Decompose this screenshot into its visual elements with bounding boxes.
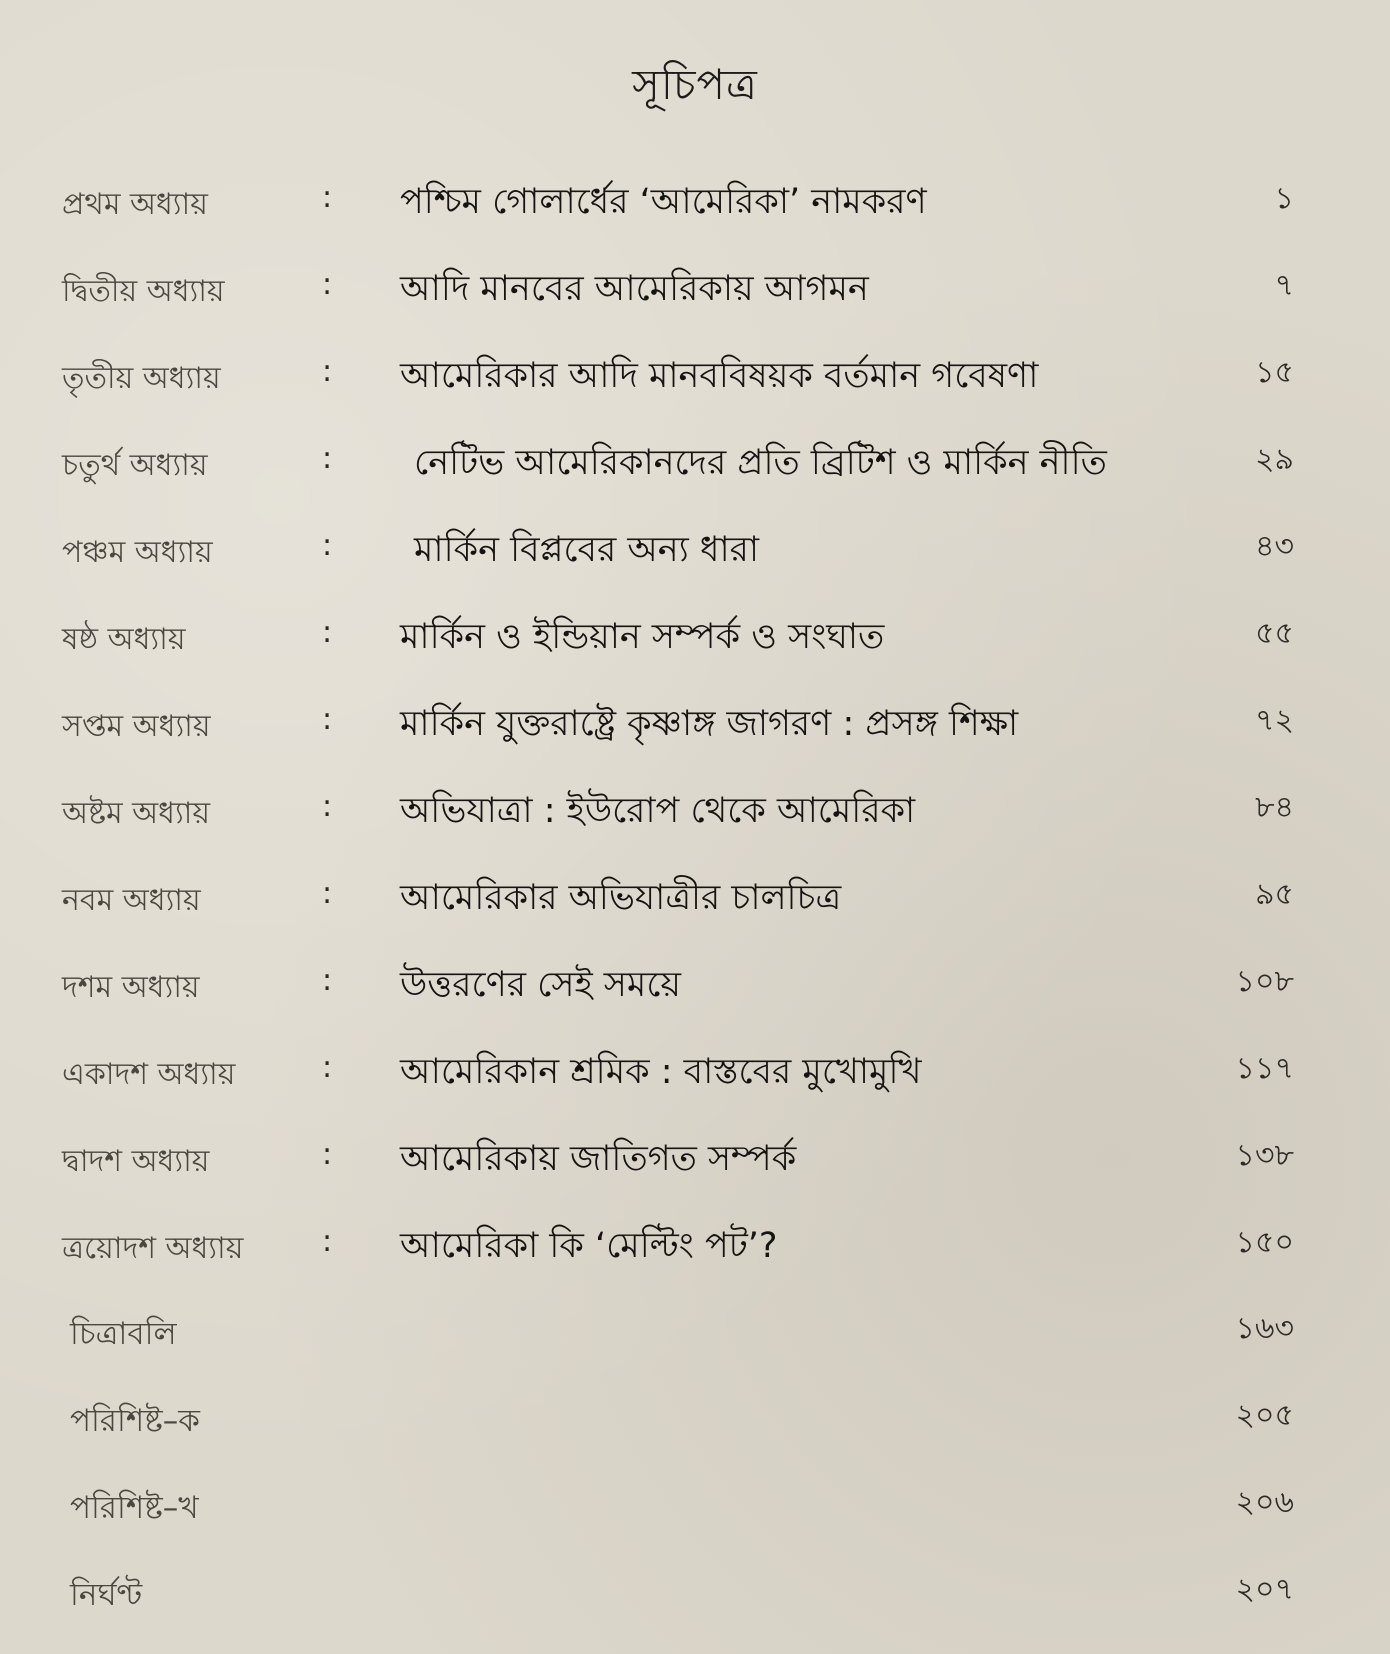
chapter-title: আমেরিকান শ্রমিক : বাস্তবের মুখোমুখি [400,1052,922,1092]
separator-colon: : [322,876,333,911]
chapter-title: উত্তরণের সেই সময়ে [400,965,682,1005]
back-matter-label: পরিশিষ্ট–ক [70,1403,200,1439]
page-number: ১ [1274,181,1294,216]
page-title: সূচিপত্র [632,60,758,109]
toc-row [0,953,1390,1013]
toc-row [0,1214,1390,1274]
chapter-title: পশ্চিম গোলার্ধের ‘আমেরিকা’ নামকরণ [400,182,927,222]
page-number: ১১৭ [1235,1051,1294,1086]
page-number: ১৫০ [1235,1225,1294,1260]
back-matter-label: চিত্রাবলি [70,1316,177,1352]
chapter-title: আমেরিকায় জাতিগত সম্পর্ক [400,1139,797,1179]
page-number: ২০৭ [1235,1572,1294,1607]
toc-row [0,431,1390,491]
chapter-label: একাদশ অধ্যায় [62,1057,236,1092]
toc-row [0,257,1390,317]
toc-row [0,1040,1390,1100]
page-number: ৭২ [1254,703,1294,738]
separator-colon: : [322,267,333,302]
toc-row [0,866,1390,926]
chapter-label: সপ্তম অধ্যায় [62,709,211,744]
back-matter-label: পরিশিষ্ট–খ [70,1490,199,1526]
chapter-title: নেটিভ আমেরিকানদের প্রতি ব্রিটিশ ও মার্কিন নীতি [414,443,1107,483]
chapter-label: চতুর্থ অধ্যায় [62,448,208,483]
separator-colon: : [322,180,333,215]
toc-row [0,779,1390,839]
separator-colon: : [322,789,333,824]
back-matter-label: নির্ঘণ্ট [70,1577,143,1613]
chapter-label: দ্বিতীয় অধ্যায় [62,274,225,309]
page-number: ১৩৮ [1235,1138,1294,1173]
chapter-label: পঞ্চম অধ্যায় [62,535,213,570]
chapter-title: আদি মানবের আমেরিকায় আগমন [400,269,869,309]
chapter-title: মার্কিন যুক্তরাষ্ট্রে কৃষ্ণাঙ্গ জাগরণ : প্রসঙ্গ শিক্ষা [400,704,1019,744]
chapter-label: দশম অধ্যায় [62,970,200,1005]
separator-colon: : [322,702,333,737]
toc-row [0,344,1390,404]
toc-row [0,692,1390,752]
toc-row [0,518,1390,578]
back-matter-row [0,1474,1390,1534]
separator-colon: : [322,1137,333,1172]
chapter-label: অষ্টম অধ্যায় [62,796,211,831]
page-number: ৫৫ [1255,616,1294,651]
chapter-label: তৃতীয় অধ্যায় [62,361,221,396]
toc-row [0,1127,1390,1187]
back-matter-row [0,1300,1390,1360]
page-number: ৮৪ [1255,790,1294,825]
separator-colon: : [322,528,333,563]
chapter-title: মার্কিন ও ইন্ডিয়ান সম্পর্ক ও সংঘাত [400,617,885,657]
chapter-label: ত্রয়োদশ অধ্যায় [62,1231,244,1266]
page-number: ১০৮ [1235,964,1294,999]
page-number: ২০৬ [1235,1485,1294,1520]
page-number: ৭ [1274,268,1294,303]
chapter-label: প্রথম অধ্যায় [62,187,208,222]
page-number: ১৬৩ [1235,1311,1294,1346]
toc-row [0,605,1390,665]
separator-colon: : [322,963,333,998]
page-number: ১৫ [1255,355,1294,390]
chapter-title: অভিযাত্রা : ইউরোপ থেকে আমেরিকা [400,791,916,831]
separator-colon: : [322,1224,333,1259]
back-matter-row [0,1387,1390,1447]
chapter-label: ষষ্ঠ অধ্যায় [62,622,186,657]
separator-colon: : [322,354,333,389]
chapter-title: আমেরিকার আদি মানববিষয়ক বর্তমান গবেষণা [400,356,1039,396]
separator-colon: : [322,1050,333,1085]
page-number: ২০৫ [1235,1398,1294,1433]
chapter-label: নবম অধ্যায় [62,883,201,918]
page-number: ২৯ [1255,442,1294,477]
chapter-title: মার্কিন বিপ্লবের অন্য ধারা [414,530,760,570]
separator-colon: : [322,615,333,650]
back-matter-row [0,1561,1390,1621]
toc-row [0,170,1390,230]
separator-colon: : [322,441,333,476]
chapter-title: আমেরিকার অভিযাত্রীর চালচিত্র [400,878,842,918]
page-number: ৪৩ [1255,529,1294,564]
page-number: ৯৫ [1255,877,1294,912]
chapter-label: দ্বাদশ অধ্যায় [62,1144,210,1179]
chapter-title: আমেরিকা কি ‘মেল্টিং পট’? [400,1226,778,1266]
